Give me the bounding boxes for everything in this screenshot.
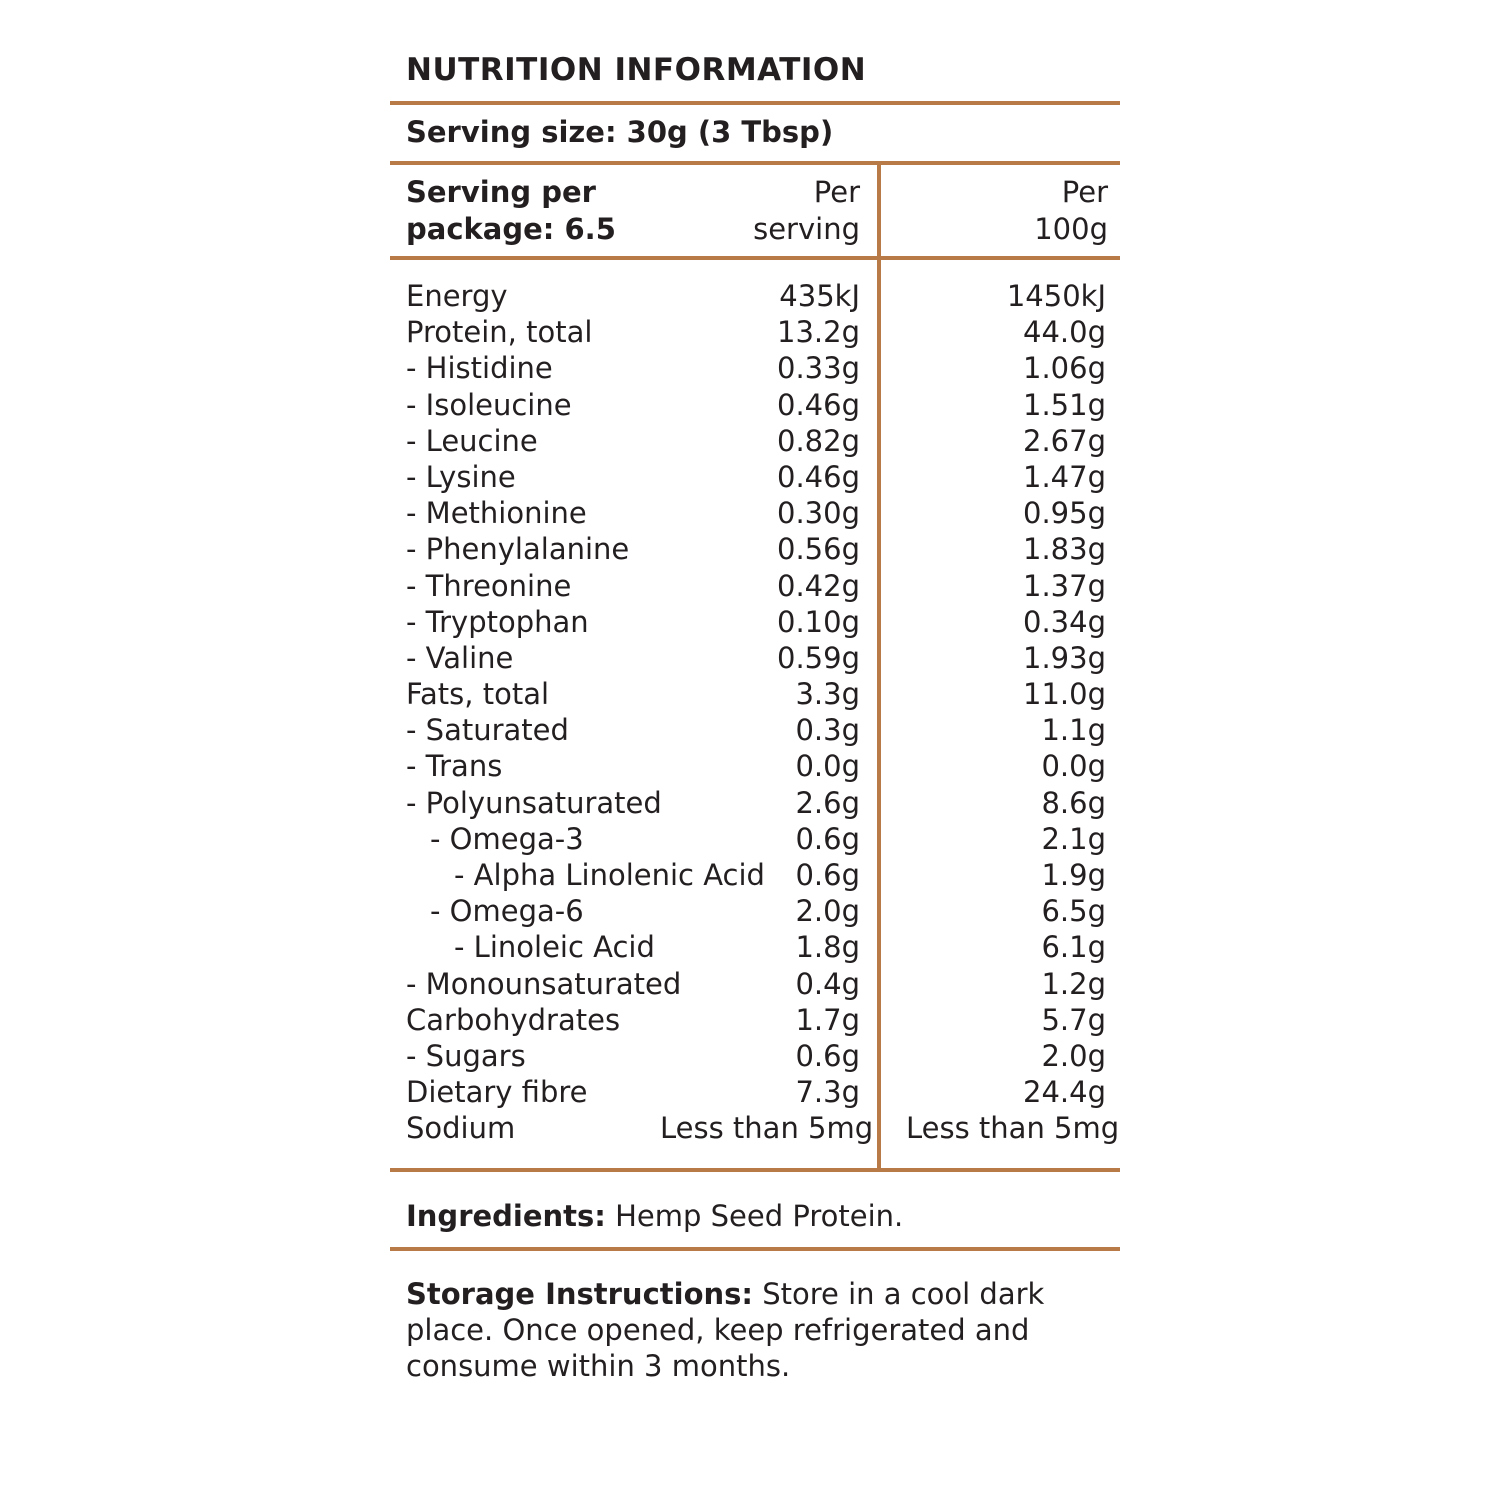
nutrient-row (406, 568, 1106, 604)
nutrient-name: - Methionine (406, 496, 587, 531)
nutrient-row (406, 1110, 1120, 1146)
nutrient-per-100g: 1.83g (1023, 532, 1106, 567)
nutrient-row (406, 495, 1106, 531)
nutrient-per-serving: 0.30g (777, 496, 860, 531)
nutrient-name: Carbohydrates (406, 1002, 621, 1037)
nutrient-row (406, 278, 1106, 314)
nutrient-name: Dietary fibre (406, 1075, 588, 1110)
serving-size: Serving size: 30g (3 Tbsp) (406, 115, 834, 149)
nutrient-per-serving: 7.3g (795, 1075, 860, 1110)
nutrient-per-100g: 1.47g (1023, 459, 1106, 494)
nutrient-per-serving: 2.6g (795, 785, 860, 820)
nutrient-per-serving: 0.6g (795, 1038, 860, 1073)
nutrient-row (406, 748, 1106, 784)
nutrient-per-100g: 44.0g (1023, 315, 1106, 350)
nutrient-row (406, 1002, 1106, 1038)
storage-label: Storage Instructions: (406, 1277, 753, 1311)
ingredients-text: Hemp Seed Protein. (605, 1199, 904, 1233)
nutrient-per-serving: 435kJ (779, 279, 860, 313)
nutrient-per-100g: 24.4g (1023, 1075, 1106, 1110)
storage-instructions (406, 1276, 1066, 1384)
nutrient-name: - Omega-3 (430, 821, 584, 856)
nutrient-row (406, 893, 1106, 929)
nutrient-per-100g: Less than 5mg (906, 1111, 1120, 1146)
nutrient-per-serving: 13.2g (777, 315, 860, 350)
nutrient-name: - Tryptophan (406, 604, 589, 639)
nutrient-per-serving: 0.42g (777, 568, 860, 603)
nutrient-name: - Sugars (406, 1038, 526, 1073)
nutrient-row (406, 350, 1106, 386)
nutrient-name: Energy (406, 279, 508, 313)
nutrient-per-serving: Less than 5mg (660, 1111, 874, 1146)
nutrient-row (406, 676, 1106, 712)
nutrient-row (406, 785, 1106, 821)
nutrient-per-serving: 1.7g (795, 1002, 860, 1037)
nutrient-per-100g: 2.1g (1041, 821, 1106, 856)
nutrient-per-serving: 0.56g (777, 532, 860, 567)
nutrient-name: Fats, total (406, 677, 550, 712)
nutrient-per-serving: 0.46g (777, 459, 860, 494)
nutrient-row (406, 1038, 1106, 1074)
servings-per-package-line2: package: 6.5 (406, 212, 616, 246)
nutrient-per-100g: 2.0g (1041, 1038, 1106, 1073)
nutrient-per-serving: 0.46g (777, 387, 860, 422)
nutrient-per-100g: 2.67g (1023, 423, 1106, 458)
nutrient-per-100g: 1.51g (1023, 387, 1106, 422)
nutrient-per-100g: 1450kJ (1006, 279, 1106, 313)
nutrient-table (406, 278, 1120, 1147)
nutrient-row (406, 423, 1106, 459)
nutrient-per-serving: 0.33g (777, 351, 860, 386)
storage-text: Store in a cool dark place. Once opened, keep refrigerated and consume within 3 months. (406, 1277, 1045, 1383)
nutrient-per-100g: 5.7g (1041, 1002, 1106, 1037)
nutrient-name: - Saturated (406, 713, 569, 748)
nutrient-per-serving: 0.82g (777, 423, 860, 458)
nutrient-name: - Omega-6 (430, 894, 584, 929)
column-header-per-100g (908, 174, 1108, 248)
nutrient-row (406, 966, 1106, 1002)
nutrient-name: - Valine (406, 640, 514, 675)
nutrient-name: - Trans (406, 749, 503, 784)
nutrient-per-100g: 1.9g (1041, 858, 1106, 892)
nutrient-row (406, 640, 1106, 676)
nutrient-per-serving: 3.3g (795, 677, 860, 712)
nutrient-row (406, 929, 1106, 965)
nutrient-per-100g: 0.95g (1023, 496, 1106, 531)
nutrient-name: Protein, total (406, 315, 593, 350)
panel-title: NUTRITION INFORMATION (406, 52, 867, 88)
nutrient-per-serving: 0.10g (777, 604, 860, 639)
nutrient-per-100g: 1.37g (1023, 568, 1106, 603)
nutrient-name: - Phenylalanine (406, 532, 630, 567)
nutrient-per-100g: 1.93g (1023, 640, 1106, 675)
nutrient-per-100g: 6.5g (1041, 894, 1106, 929)
nutrient-per-100g: 1.2g (1041, 966, 1106, 1001)
nutrient-per-100g: 6.1g (1041, 930, 1106, 965)
nutrient-per-100g: 11.0g (1023, 677, 1106, 712)
column-header-per-100g-line2: 100g (1034, 212, 1108, 246)
nutrient-name: - Threonine (406, 568, 572, 603)
nutrient-row (406, 387, 1106, 423)
nutrient-name: - Histidine (406, 351, 553, 386)
ingredients-label: Ingredients: (406, 1199, 606, 1233)
nutrient-name: - Linoleic Acid (454, 930, 655, 965)
nutrient-per-serving: 0.4g (795, 966, 860, 1001)
nutrient-row (406, 712, 1106, 748)
column-header-per-serving (660, 174, 860, 248)
servings-per-package-line1: Serving per (406, 175, 596, 209)
nutrient-per-100g: 1.06g (1023, 351, 1106, 386)
column-header-per-100g-line1: Per (1061, 175, 1108, 209)
nutrient-row (406, 459, 1106, 495)
nutrient-name: - Alpha Linolenic Acid (454, 858, 765, 892)
nutrient-per-serving: 0.59g (777, 640, 860, 675)
nutrient-name: - Leucine (406, 423, 538, 458)
column-header-per-serving-line1: Per (813, 175, 860, 209)
nutrient-name: - Polyunsaturated (406, 785, 662, 820)
nutrient-name: - Isoleucine (406, 387, 572, 422)
nutrient-name: - Monounsaturated (406, 966, 682, 1001)
divider-header (390, 256, 1120, 260)
nutrient-row (406, 604, 1106, 640)
nutrient-per-serving: 0.0g (795, 749, 860, 784)
divider-table-bottom (390, 1168, 1120, 1172)
nutrient-name: Sodium (406, 1111, 516, 1146)
nutrient-name: - Lysine (406, 459, 516, 494)
nutrient-per-100g: 8.6g (1041, 785, 1106, 820)
nutrient-per-serving: 0.3g (795, 713, 860, 748)
nutrient-row (406, 821, 1106, 857)
nutrient-row (406, 314, 1106, 350)
nutrient-per-serving: 0.6g (795, 821, 860, 856)
nutrient-per-serving: 1.8g (795, 930, 860, 965)
divider-serving-size (390, 161, 1120, 165)
divider-top (390, 101, 1120, 105)
nutrient-per-100g: 0.34g (1023, 604, 1106, 639)
divider-ingredients (390, 1247, 1120, 1251)
nutrient-row (406, 857, 1106, 893)
column-header-per-serving-line2: serving (753, 212, 860, 246)
nutrient-row (406, 531, 1106, 567)
nutrient-per-100g: 0.0g (1041, 749, 1106, 784)
nutrient-row (406, 1074, 1106, 1110)
nutrient-per-serving: 0.6g (795, 858, 860, 892)
ingredients (406, 1196, 903, 1236)
nutrient-per-serving: 2.0g (795, 894, 860, 929)
nutrient-per-100g: 1.1g (1041, 713, 1106, 748)
